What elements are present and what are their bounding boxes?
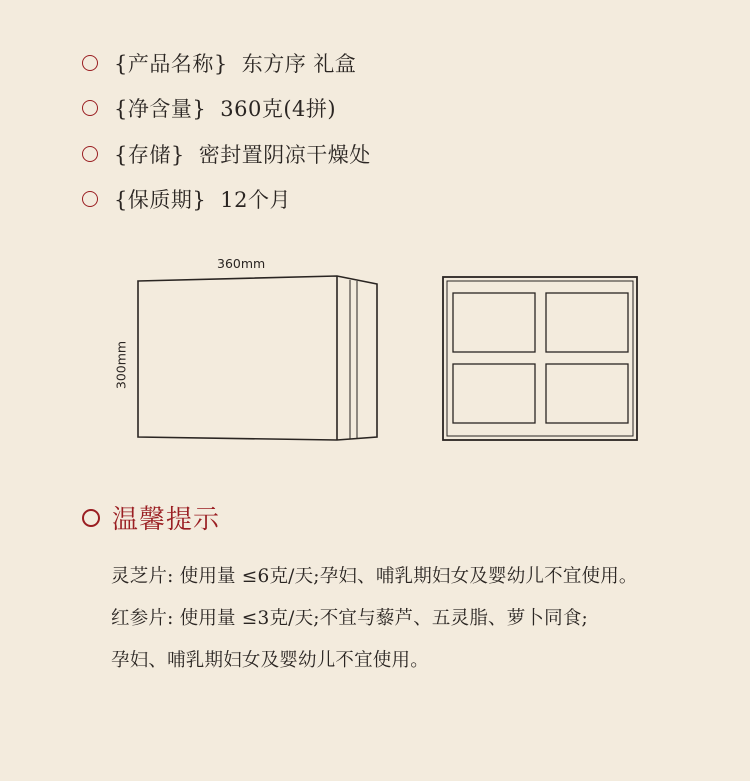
circle-bullet-icon bbox=[82, 55, 98, 71]
spec-row-shelf-life bbox=[82, 177, 371, 223]
tips-content bbox=[111, 556, 638, 682]
tips-line: 灵芝片: 使用量 ≤6克/天;孕妇、哺乳期妇女及婴幼儿不宜使用。 bbox=[111, 566, 638, 587]
compartment bbox=[546, 293, 628, 352]
spec-value: 12个月 bbox=[220, 188, 291, 213]
circle-bullet-icon bbox=[82, 100, 98, 116]
spec-label: {保质期} bbox=[114, 188, 207, 213]
box-top-view bbox=[443, 277, 637, 440]
spec-value: 360克(4拼) bbox=[220, 97, 337, 122]
tips-line: 孕妇、哺乳期妇女及婴幼儿不宜使用。 bbox=[111, 650, 429, 671]
tips-line: 红参片: 使用量 ≤3克/天;不宜与藜芦、五灵脂、萝卜同食; bbox=[111, 608, 588, 629]
width-dimension-label: 360mm bbox=[217, 256, 266, 271]
compartment bbox=[453, 364, 535, 423]
spec-row-net-weight bbox=[82, 86, 371, 132]
spec-value: 东方序 礼盒 bbox=[241, 51, 357, 76]
box-front-view bbox=[138, 276, 377, 440]
tray-outer bbox=[443, 277, 637, 440]
tips-title: 温馨提示 bbox=[112, 505, 221, 535]
compartment bbox=[453, 293, 535, 352]
height-dimension-label: 300mm bbox=[113, 340, 129, 390]
tips-header bbox=[82, 499, 220, 536]
compartment bbox=[546, 364, 628, 423]
tray-inner bbox=[447, 281, 633, 436]
spec-label: {存储} bbox=[114, 142, 185, 167]
circle-bullet-icon bbox=[82, 191, 98, 207]
spec-value: 密封置阴凉干燥处 bbox=[198, 142, 371, 167]
spec-row-storage bbox=[82, 131, 371, 177]
spec-label: {净含量} bbox=[114, 97, 207, 122]
spec-row-name bbox=[82, 40, 371, 86]
circle-bullet-icon bbox=[82, 146, 98, 162]
box-outline bbox=[138, 276, 377, 440]
spec-label: {产品名称} bbox=[114, 51, 228, 76]
circle-bullet-icon bbox=[82, 509, 100, 527]
product-spec-list bbox=[82, 40, 371, 222]
